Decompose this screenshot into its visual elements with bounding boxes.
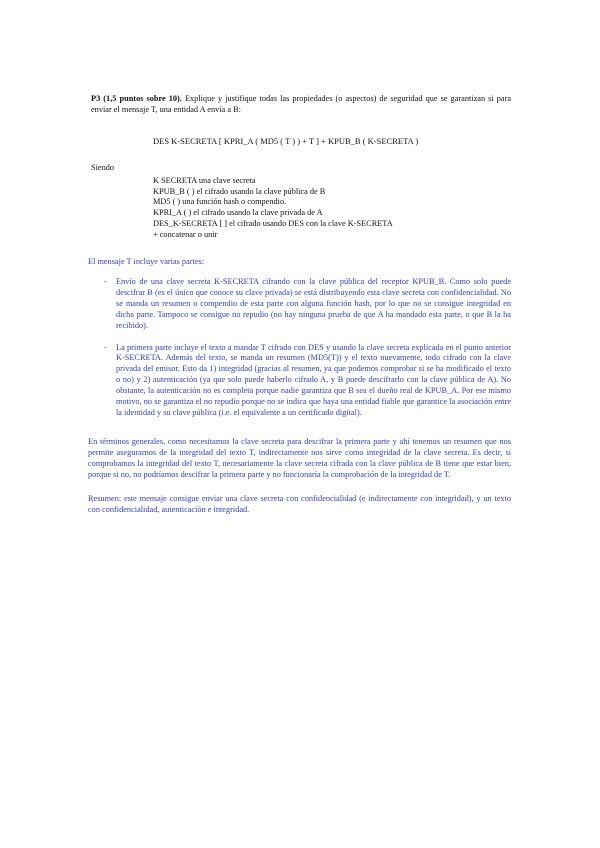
definition-item: + concatenar o unir (153, 230, 218, 240)
question-text: Explique y justifique todas las propiedades (o aspectos) de seguridad que se garantizan si para enviar el mensaje T, una entidad A envía a B: (91, 94, 512, 114)
answer-bullet (91, 343, 511, 419)
definition-item: KPUB_B ( ) el cifrado usando la clave pública de B (153, 186, 326, 196)
bullet-dash: - (104, 342, 107, 352)
question-number: P3 (91, 94, 101, 103)
siendo-label: Siendo (91, 162, 115, 172)
message-formula: DES K-SECRETA [ KPRI_A ( MD5 ( T ) ) + T ] + KPUB_B ( K-SECRETA ) (153, 135, 419, 146)
answer-paragraph: En términos generales, como necesitamos la clave secreta para descifrar la primera parte y ahí tenemos un resumen que nos permite asegurarnos de la integridad del texto T, indirectamente nos sirve como integridad de la clave secreta. Es decir, si comprobamos la integridad del texto T, necesariamente la clave secreta cifrada con la clave pública de B tiene que estar bien, porque si no, no podríamos descifrar la primera parte y no funcionaría la comprobación de la integridad de T. (88, 436, 511, 479)
document-page (88, 94, 512, 516)
definition-item: K SECRETA una clave secreta (153, 175, 256, 185)
answer-bullet-list (91, 277, 511, 419)
question-paragraph (91, 94, 511, 116)
definition-item: MD5 ( ) una función hash o compendio. (153, 197, 287, 207)
definition-item: KPRI_A ( ) el cifrado usando la clave privada de A (153, 208, 323, 218)
bullet-dash: - (104, 276, 107, 286)
answer-bullet-text: La primera parte incluye el texto a mandar T cifrado con DES y usando la clave secreta explicada en el punto anterior K-SECRETA. Además del texto, se manda un resumen (MD5(T)) y el texto nuevamente, todo cifrado con la clave privada del emisor. Esto da 1) integridad (gracias al resumen, ya que podemos comprobar si se ha modificado el texto o no) y 2) autenticación (ya que solo puede haberlo cifrado A, y B puede descifrarlo con la clave pública de A). No obstante, la autenticación no es completa porque nadie garantiza que B sea el dueño real de KPUB_A. Por ese mismo motivo, no se garantiza el no repudio porque no se indica que haya una entidad fiable que garantice la asociación entre la identidad y su clave pública (i.e. el equivalente a un certificado digital). (116, 342, 511, 417)
definitions-list (153, 176, 511, 241)
question-points: (1,5 puntos sobre 10). (103, 94, 182, 103)
answer-bullet-text: Envío de una clave secreta K-SECRETA cifrando con la clave pública del receptor KPUB_B. Como solo puede descifrar B (es el único que conoce su clave privada) se está distribuyendo esta clave secreta con confidencialidad. No se manda un resumen o compendio de esta parte con alguna función hash, por lo que no se consigue integridad en dicha parte. Tampoco se consigue no repudio (no hay ninguna prueba de que A ha mandado esta parte, o que B la ha recibido). (116, 276, 511, 330)
answer-summary: Resumen: este mensaje consigue enviar una clave secreta con confidencialidad (e indirectamente con integridad), y un texto con confidencialidad, autenticación e integridad. (88, 494, 511, 515)
answer-bullet (91, 277, 511, 332)
definition-item: DES_K-SECRETA [ ] el cifrado usando DES con la clave K-SECRETA (153, 219, 393, 229)
answer-intro: El mensaje T incluye varias partes: (88, 257, 205, 267)
